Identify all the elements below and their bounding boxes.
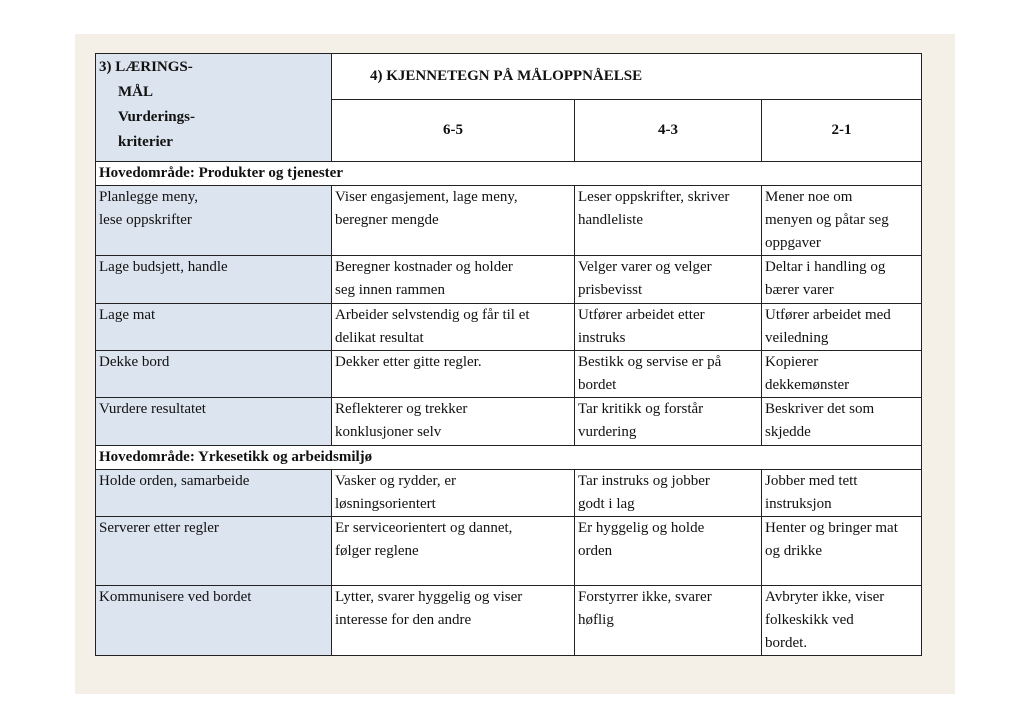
cell-text-line: Reflekterer og trekker — [335, 401, 468, 417]
criterion-cell — [96, 398, 332, 446]
learning-goals-line: MÅL — [118, 84, 153, 100]
section-title: Hovedområde: Produkter og tjenester — [96, 162, 922, 186]
grade-high-cell — [332, 398, 575, 446]
cell-text-line: instruks — [578, 330, 626, 346]
cell-text-line: Er hyggelig og holde — [578, 520, 705, 536]
cell-text-line: Kopierer — [765, 354, 819, 370]
assessment-table — [95, 53, 922, 656]
cell-text-line: handleliste — [578, 212, 643, 228]
table-row — [96, 186, 922, 256]
cell-text-line: seg innen rammen — [335, 282, 445, 298]
grade-high-cell — [332, 351, 575, 398]
grade-low-cell — [762, 256, 922, 304]
cell-text-line: Viser engasjement, lage meny, — [335, 189, 518, 205]
grade-high-cell — [332, 186, 575, 256]
learning-goals-line: Vurderings- — [118, 109, 195, 125]
table-row — [96, 351, 922, 398]
cell-text-line: skjedde — [765, 424, 811, 440]
cell-text-line: orden — [578, 543, 613, 559]
section-header-row — [96, 162, 922, 186]
cell-text-line: instruksjon — [765, 496, 832, 512]
grade-mid-cell — [575, 351, 762, 398]
cell-text-line: Arbeider selvstendig og får til et — [335, 307, 530, 323]
cell-text-line: prisbevisst — [578, 282, 643, 298]
cell-text-line: Vasker og rydder, er — [335, 473, 457, 489]
grade-low-cell — [762, 186, 922, 256]
grade-header-high: 6-5 — [332, 100, 575, 162]
grade-header-mid: 4-3 — [575, 100, 762, 162]
cell-text-line: Beregner kostnader og holder — [335, 259, 513, 275]
cell-text-line: Leser oppskrifter, skriver — [578, 189, 730, 205]
cell-text-line: Kommunisere ved bordet — [99, 589, 252, 605]
table-row — [96, 398, 922, 446]
grade-mid-cell — [575, 256, 762, 304]
cell-text-line: Velger varer og velger — [578, 259, 712, 275]
grade-high-cell — [332, 586, 575, 656]
cell-text-line: Jobber med tett — [765, 473, 858, 489]
cell-text-line: Deltar i handling og — [765, 259, 886, 275]
cell-text-line: konklusjoner selv — [335, 424, 442, 440]
grade-mid-cell — [575, 517, 762, 586]
cell-text-line: Avbryter ikke, viser — [765, 589, 885, 605]
cell-text-line: Tar kritikk og forstår — [578, 401, 704, 417]
cell-text-line: delikat resultat — [335, 330, 424, 346]
table-row — [96, 470, 922, 517]
cell-text-line: Lytter, svarer hyggelig og viser — [335, 589, 523, 605]
cell-text-line: Dekke bord — [99, 354, 170, 370]
grade-low-cell — [762, 586, 922, 656]
cell-text-line: vurdering — [578, 424, 637, 440]
grade-mid-cell — [575, 304, 762, 351]
criterion-cell — [96, 586, 332, 656]
cell-text-line: Er serviceorientert og dannet, — [335, 520, 513, 536]
cell-text-line: veiledning — [765, 330, 829, 346]
grade-mid-cell — [575, 470, 762, 517]
cell-text-line: Tar instruks og jobber — [578, 473, 710, 489]
cell-text-line: Serverer etter regler — [99, 520, 219, 536]
cell-text-line: bordet — [578, 377, 617, 393]
cell-text-line: og drikke — [765, 543, 823, 559]
cell-text-line: Planlegge meny, — [99, 189, 199, 205]
table-row — [96, 517, 922, 586]
cell-text-line: løsningsorientert — [335, 496, 436, 512]
grade-mid-cell — [575, 398, 762, 446]
grade-high-cell — [332, 304, 575, 351]
section-header-row — [96, 446, 922, 470]
criterion-cell — [96, 256, 332, 304]
criterion-cell — [96, 470, 332, 517]
cell-text-line: lese oppskrifter — [99, 212, 192, 228]
learning-goals-line: kriterier — [118, 134, 173, 150]
grade-mid-cell — [575, 586, 762, 656]
cell-text-line: Utfører arbeidet etter — [578, 307, 705, 323]
grade-header-low: 2-1 — [762, 100, 922, 162]
cell-text-line: Mener noe om — [765, 189, 853, 205]
cell-text-line: Lage budsjett, handle — [99, 259, 228, 275]
characteristics-header: 4) KJENNETEGN PÅ MÅLOPPNÅELSE — [332, 54, 922, 100]
grade-high-cell — [332, 256, 575, 304]
grade-low-cell — [762, 470, 922, 517]
cell-text-line: Forstyrrer ikke, svarer — [578, 589, 712, 605]
grade-low-cell — [762, 304, 922, 351]
cell-text-line: høflig — [578, 612, 614, 628]
cell-text-line: følger reglene — [335, 543, 419, 559]
learning-goals-header — [96, 54, 332, 162]
cell-text-line: beregner mengde — [335, 212, 439, 228]
table-row — [96, 304, 922, 351]
criterion-cell — [96, 304, 332, 351]
grade-low-cell — [762, 517, 922, 586]
cell-text-line: Beskriver det som — [765, 401, 875, 417]
table-row — [96, 586, 922, 656]
cell-text-line: bordet. — [765, 635, 808, 651]
learning-goals-line: 3) LÆRINGS- — [99, 59, 193, 75]
grade-low-cell — [762, 398, 922, 446]
section-title: Hovedområde: Yrkesetikk og arbeidsmiljø — [96, 446, 922, 470]
criterion-cell — [96, 517, 332, 586]
cell-text-line: Vurdere resultatet — [99, 401, 206, 417]
cell-text-line: Bestikk og servise er på — [578, 354, 722, 370]
cell-text-line: Dekker etter gitte regler. — [335, 354, 482, 370]
grade-high-cell — [332, 470, 575, 517]
cell-text-line: Utfører arbeidet med — [765, 307, 891, 323]
cell-text-line: dekkemønster — [765, 377, 850, 393]
cell-text-line: Holde orden, samarbeide — [99, 473, 250, 489]
cell-text-line: interesse for den andre — [335, 612, 472, 628]
criterion-cell — [96, 351, 332, 398]
grade-mid-cell — [575, 186, 762, 256]
grade-high-cell — [332, 517, 575, 586]
cell-text-line: Lage mat — [99, 307, 156, 323]
header-row — [96, 54, 922, 100]
table-row — [96, 256, 922, 304]
cell-text-line: folkeskikk ved — [765, 612, 854, 628]
grade-low-cell — [762, 351, 922, 398]
cell-text-line: oppgaver — [765, 235, 821, 251]
cell-text-line: menyen og påtar seg — [765, 212, 889, 228]
cell-text-line: Henter og bringer mat — [765, 520, 898, 536]
cell-text-line: bærer varer — [765, 282, 834, 298]
cell-text-line: godt i lag — [578, 496, 635, 512]
criterion-cell — [96, 186, 332, 256]
